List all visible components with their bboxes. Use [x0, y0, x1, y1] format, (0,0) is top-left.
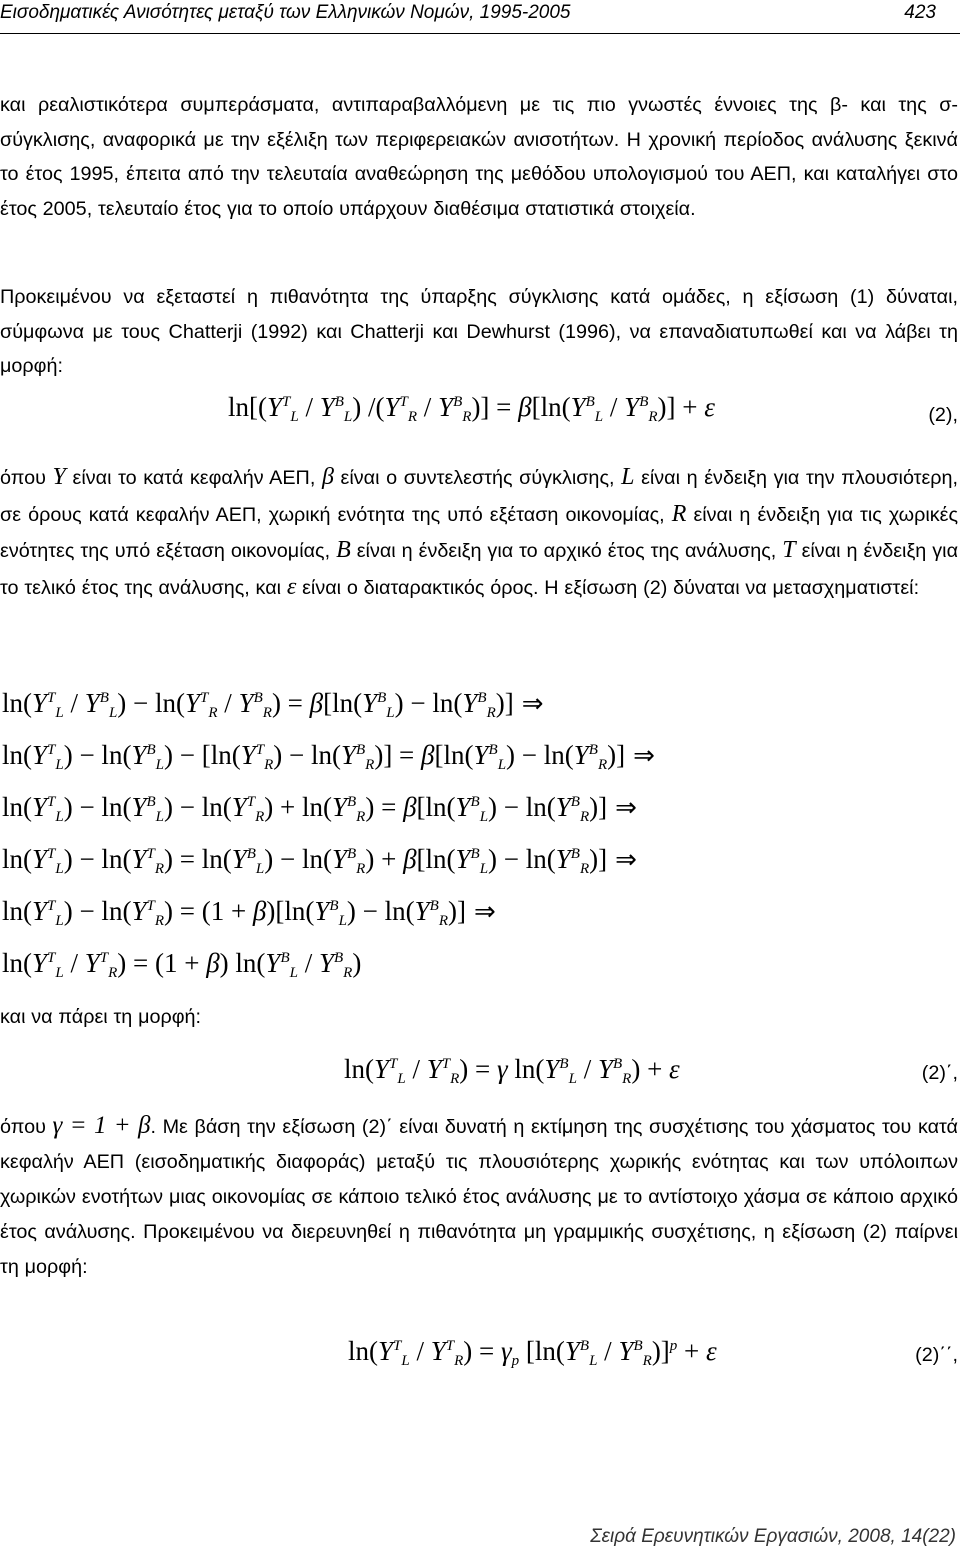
equation-2: $\ln[(Y^T_L / Y^B_L)$ $/(Y^T_R / Y^B_R)] = \beta[\ln(Y^B_L / Y^B_R)] + \varepsilon$: [228, 392, 715, 425]
def-text: . Με βάση την εξίσωση (2)΄ είναι δυνατή η εκτίμηση της συσχέτισης του χάσματος του κατά κεφαλήν ΑΕΠ (εισοδηματικής διαφοράς) μεταξύ τις πλουσιότερης χωρικής ενότητας και των υπόλοιπων χωρικών ενοτήτων μιας οικονομίας σε κάποιο τελικό έτος ανάλυσης με το αντίστοιχο χάσμα σε κάποιο αρχικό έτος ανάλυσης. Προκειμένου να διερευνηθεί η πιθανότητα μη γραμμικής συσχέτισης, η εξίσωση (2) παίρνει τη μορφή:: [0, 1116, 958, 1278]
derivation-line-3: $\ln(Y^T_L) - \ln(Y^B_L) - \ln(Y^T_R) + \ln(Y^B_R) = \beta[\ln(Y^B_L) - \ln(Y^B_R)]$ ⇒: [2, 792, 637, 825]
implies-icon: ⇒: [521, 689, 544, 718]
def-text: είναι η ένδειξη για την πλουσιότερη, σε όρους κατά κεφαλήν ΑΕΠ, χωρική ενότητα της υπό εξέταση οικονομίας,: [0, 467, 959, 526]
implies-icon: ⇒: [615, 845, 637, 874]
def-text: είναι το κατά κεφαλήν ΑΕΠ,: [72, 467, 316, 489]
implies-icon: ⇒: [615, 793, 637, 822]
symbol-beta: β: [321, 464, 334, 490]
implies-icon: ⇒: [473, 897, 496, 926]
equation-2-double-prime: $\ln(Y^T_L / Y^T_R) = \gamma_p$ $[\ln(Y^B_L / Y^B_R)]^p + \varepsilon$: [348, 1336, 717, 1369]
gamma-definition: γ = 1 + β: [52, 1112, 151, 1139]
header-rule: [0, 33, 960, 34]
paragraph-grouping: Προκειμένου να εξεταστεί η πιθανότητα της ύπαρξης σύγκλισης κατά ομάδες, η εξίσωση (1) δύναται, σύμφωνα με τους Chatterji (1992) και Chatterji και Dewhurst (1996), να επαναδιατυπωθεί και να λάβει τη μορφή:: [0, 286, 958, 377]
def-text: είναι η ένδειξη για το τελικό έτος της ανάλυσης, και: [0, 540, 959, 599]
paragraph-intro: και ρεαλιστικότερα συμπεράσματα, αντιπαραβαλλόμενη με τις πιο γνωστές έννοιες της β- και της σ-σύγκλισης, αναφορικά με την εξέλιξη των περιφερειακών ανισοτήτων. Η χρονική περίοδος ανάλυσης ξεκινά το έτος 1995, έπειτα από την τελευταία αναθεώρηση της μεθόδου υπολογισμού του ΑΕΠ, και καταλήγει στο έτος 2005, τελευταίο έτος για το οποίο υπάρχουν διαθέσιμα στατιστικά στοιχεία.: [0, 94, 958, 220]
equation-2-double-prime-number: (2)΄΄,: [915, 1344, 958, 1366]
derivation-line-6: $\ln(Y^T_L / Y^T_R) = (1 + \beta)$ $\ln(Y^B_L / Y^B_R)$: [2, 948, 362, 981]
page-number: 423: [904, 2, 936, 23]
def-text: είναι ο συντελεστής σύγκλισης,: [340, 467, 615, 489]
def-text: είναι ο διαταρακτικός όρος. Η εξίσωση (2) δύναται να μετασχηματιστεί:: [302, 576, 920, 599]
implies-icon: ⇒: [633, 741, 655, 770]
def-text: είναι η ένδειξη για το αρχικό έτος της ανάλυσης,: [356, 540, 777, 562]
symbol-R: R: [671, 500, 687, 527]
running-title: Εισοδηματικές Ανισότητες μεταξύ των Ελληνικών Νομών, 1995-2005: [0, 2, 571, 23]
def-text: είναι η ένδειξη για τις χωρικές ενότητες της υπό εξέταση οικονομίας,: [0, 503, 959, 562]
equation-2-prime: $\ln(Y^T_L / Y^T_R) = \gamma$ $\ln(Y^B_L / Y^B_R) + \varepsilon$: [344, 1054, 680, 1087]
paragraph-form-intro: και να πάρει τη μορφή:: [0, 1006, 202, 1028]
derivation-line-5: $\ln(Y^T_L) - \ln(Y^T_R) = (1 + \beta)[\ln(Y^B_L) - \ln(Y^B_R)]$ ⇒: [2, 896, 496, 929]
derivation-line-2: $\ln(Y^T_L) - \ln(Y^B_L) - [\ln(Y^T_R) - \ln(Y^B_R)] = \beta[\ln(Y^B_L) - \ln(Y^B_R)]$ ⇒: [2, 740, 655, 773]
paragraph-definitions: [0, 460, 958, 606]
def-text: όπου: [0, 467, 46, 489]
equation-2-number: (2),: [928, 404, 958, 426]
equation-2-prime-number: (2)΄,: [921, 1062, 958, 1084]
symbol-Y: Y: [52, 464, 66, 490]
symbol-epsilon: ε: [286, 573, 297, 600]
derivation-line-1: $\ln(Y^T_L / Y^B_L) - \ln(Y^T_R / Y^B_R) = \beta[\ln(Y^B_L) - \ln(Y^B_R)]$ ⇒: [2, 688, 544, 721]
footer-series: Σειρά Ερευνητικών Εργασιών, 2008, 14(22): [590, 1526, 956, 1547]
symbol-L: L: [621, 464, 635, 490]
symbol-T: T: [782, 537, 796, 563]
derivation-line-4: $\ln(Y^T_L) - \ln(Y^T_R) = \ln(Y^B_L) - \ln(Y^B_R) + \beta[\ln(Y^B_L) - \ln(Y^B_R)]$ ⇒: [2, 844, 637, 877]
paragraph-gamma: [0, 1108, 958, 1285]
def-text: όπου: [0, 1116, 46, 1138]
symbol-B: B: [336, 537, 351, 563]
